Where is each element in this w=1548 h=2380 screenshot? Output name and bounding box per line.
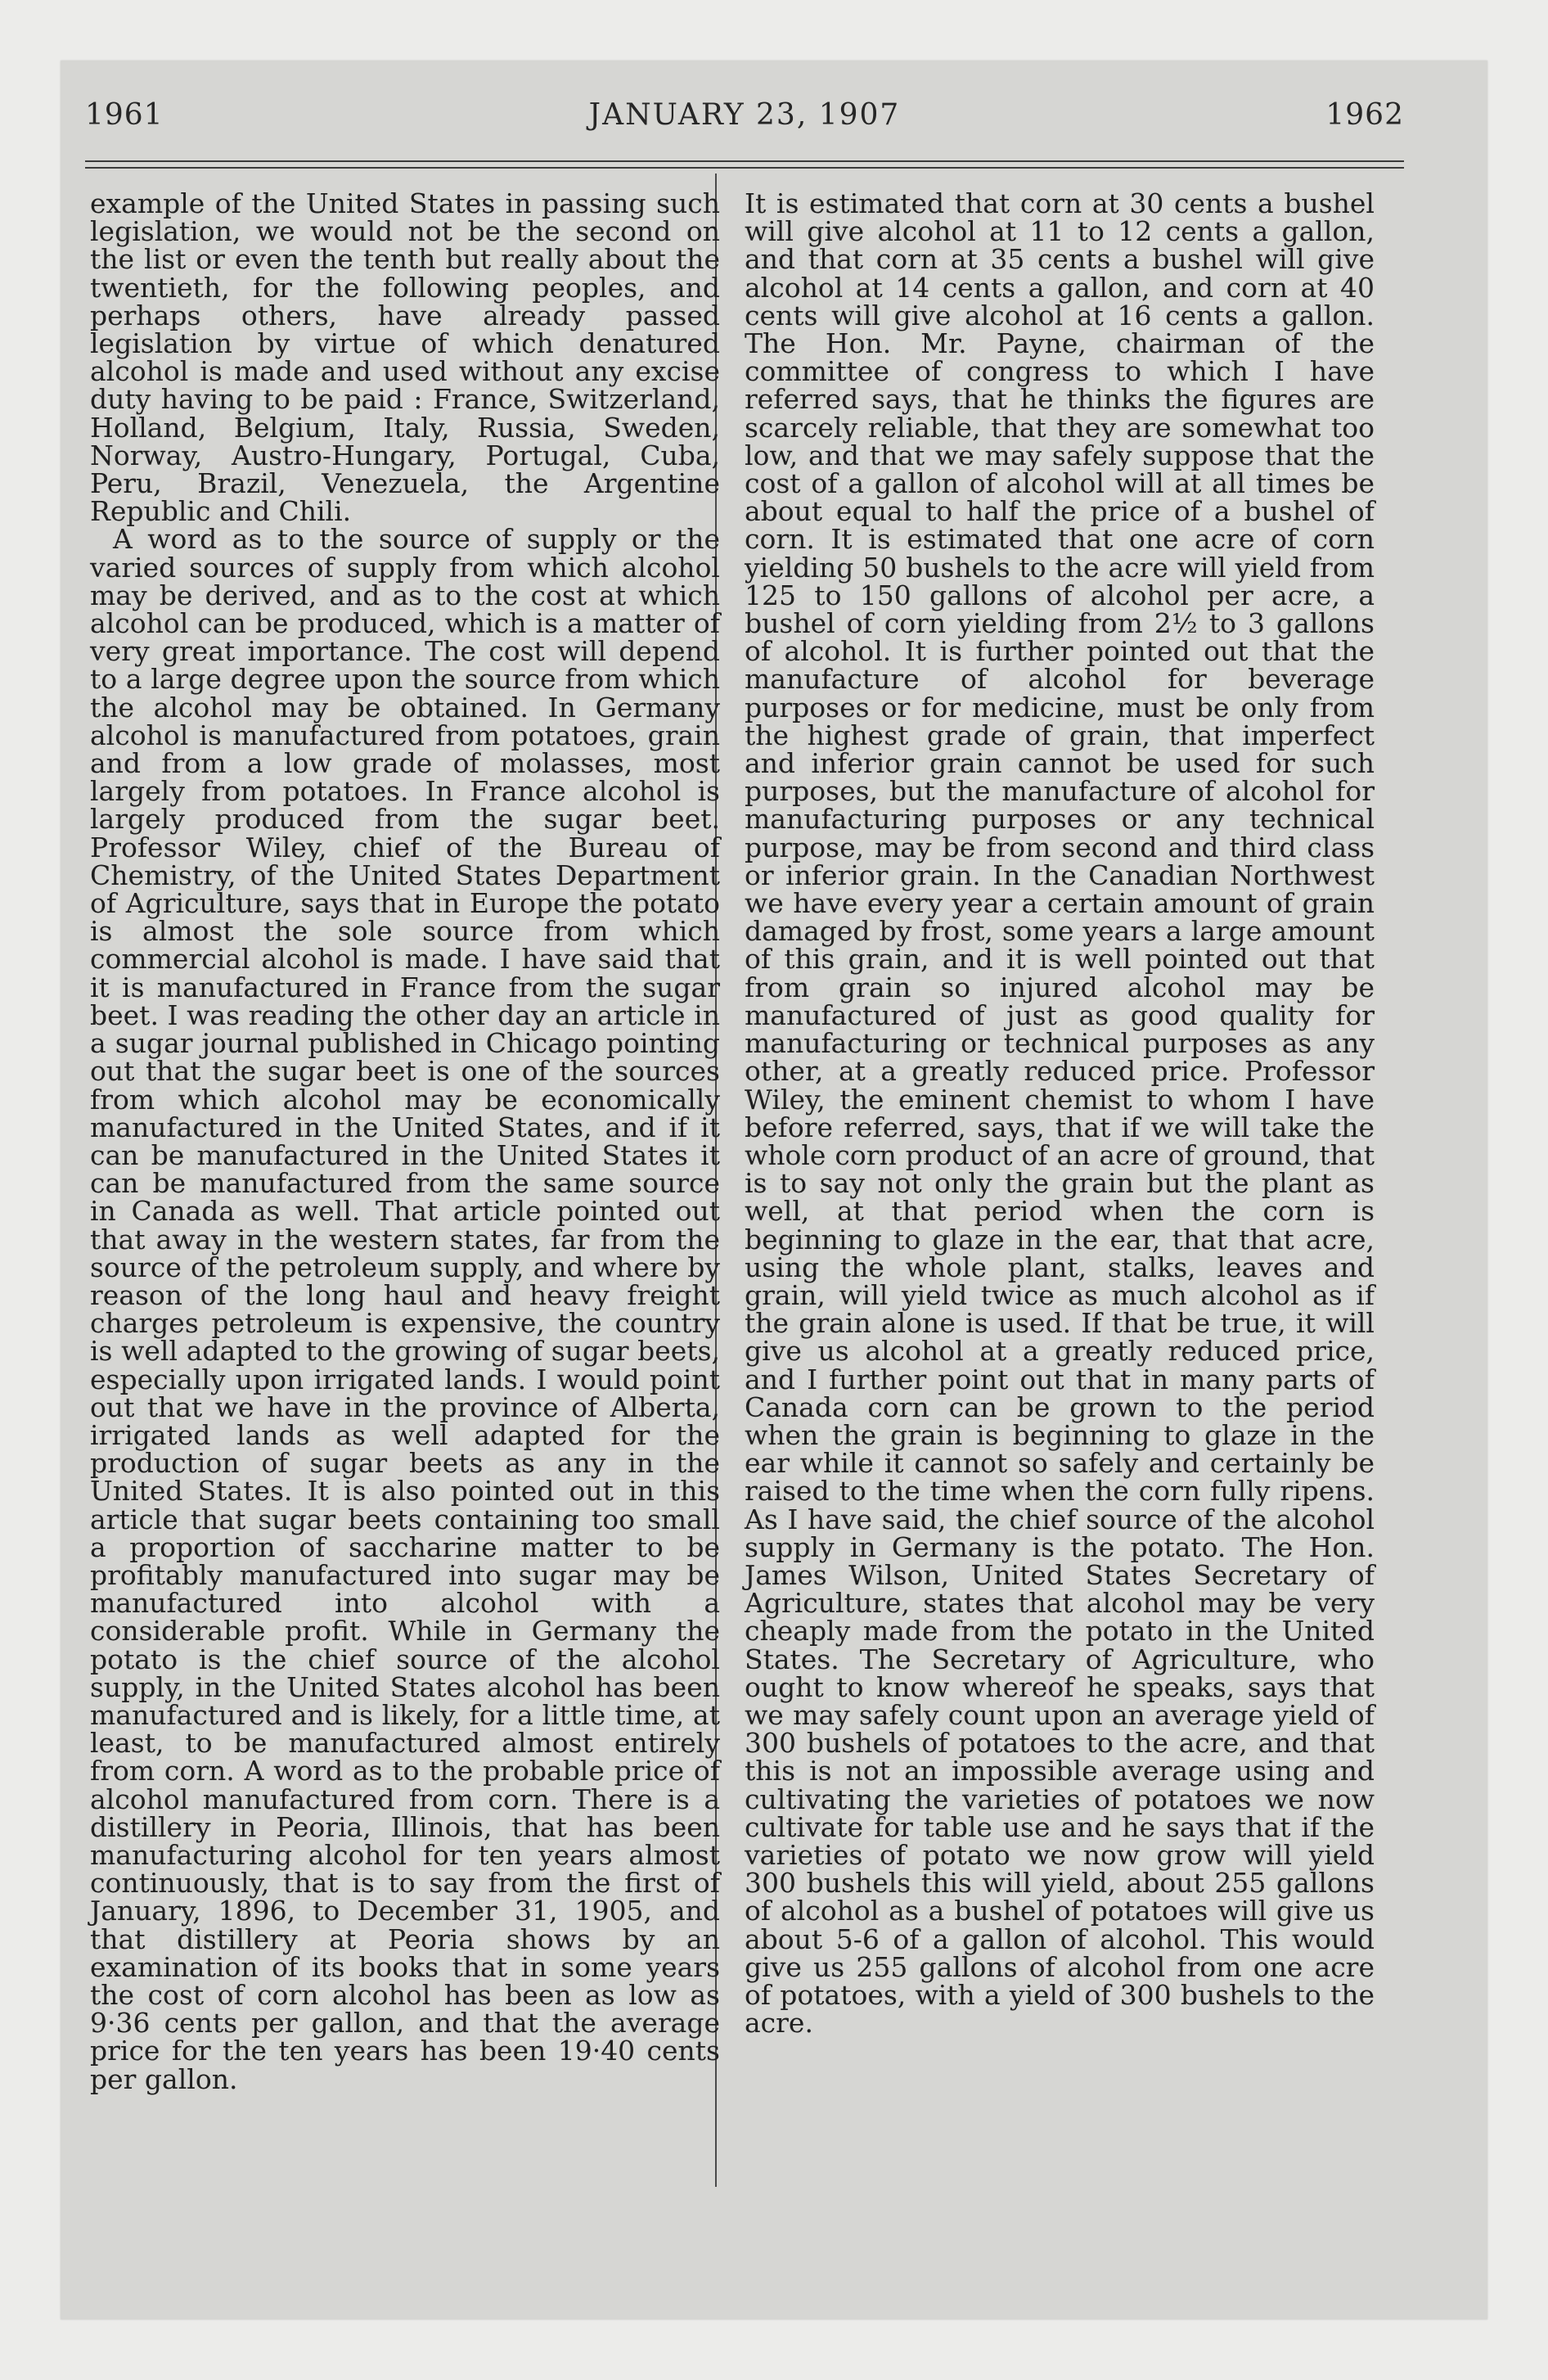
left-column: [90, 187, 720, 2095]
header-rule-bottom: [85, 167, 1404, 169]
page-number-right: 1962: [1325, 98, 1404, 132]
left-paragraph-1: example of the United States in passing such legislation, we would not be the second on the list or even the tenth but really about the twentieth, for the following peoples, and perhaps others, have already passed legislation by virtue of which denatured alcohol is made and used without any excise duty having to be paid : France, Switzerland, Holland, Belgium, Italy, Russia, Sweden, Norway, Austro-Hungary, Portugal, Cuba, Peru, Brazil, Venezuela, the Argentine Republic and Chili.: [90, 187, 720, 528]
right-column: [745, 187, 1375, 2040]
right-paragraph-1: It is estimated that corn at 30 cents a bushel will give alcohol at 11 to 12 cents a gallon, and that corn at 35 cents a bushel will give alcohol at 14 cents a gallon, and corn at 40 cents will give alcohol at 16 cents a gallon. The Hon. Mr. Payne, chairman of the committee of congress to which I have referred says, that he thinks the figures are scarcely reliable, that they are somewhat too low, and that we may safely suppose that the cost of a gallon of alcohol will at all times be about equal to half the price of a bushel of corn. It is estimated that one acre of corn yielding 50 bushels to the acre will yield from 125 to 150 gallons of alcohol per acre, a bushel of corn yielding from 2½ to 3 gallons of alcohol. It is further pointed out that the manufacture of alcohol for beverage purposes or for medicine, must be only from the highest grade of grain, that imperfect and inferior grain cannot be used for such purposes, but the manufacture of alcohol for manufacturing purposes or any technical purpose, may be from second and third class or inferior grain. In the Canadian Northwest we have every year a certain amount of grain damaged by frost, some years a large amount of this grain, and it is well pointed out that from grain so injured alcohol may be manufactured of just as good quality for manufacturing or technical purposes as any other, at a greatly reduced price. Professor Wiley, the eminent chemist to whom I have before referred, says, that if we will take the whole corn product of an acre of ground, that is to say not only the grain but the plant as well, at that period when the corn is beginning to glaze in the ear, that that acre, using the whole plant, stalks, leaves and grain, will yield twice as much alcohol as if the grain alone is used. If that be true, it will give us alcohol at a greatly reduced price, and I further point out that in many parts of Canada corn can be grown to the period when the grain is beginning to glaze in the ear while it cannot so safely and certainly be raised to the time when the corn fully ripens. As I have said, the chief source of the alcohol supply in Germany is the potato. The Hon. James Wilson, United States Secretary of Agriculture, states that alcohol may be very cheaply made from the potato in the United States. The Secretary of Agriculture, who ought to know whereof he speaks, says that we may safely count upon an average yield of 300 bushels of potatoes to the acre, and that this is not an impossible average using and cultivating the varieties of potatoes we now cultivate for table use and he says that if the varieties of potato we now grow will yield 300 bushels this will yield, about 255 gallons of alcohol as a bushel of potatoes will give us about 5-6 of a gallon of alcohol. This would give us 255 gallons of alcohol from one acre of potatoes, with a yield of 300 bushels to the acre.: [745, 187, 1375, 2040]
header-rule-top: [85, 160, 1404, 162]
page-date-title: JANUARY 23, 1907: [588, 98, 901, 132]
left-paragraph-2: A word as to the source of supply or the varied sources of supply from which alcohol may be derived, and as to the cost at which alcohol can be produced, which is a matter of very great importance. The cost will depend to a large degree upon the source from which the alcohol may be obtained. In Germany alcohol is manufactured from potatoes, grain and from a low grade of molasses, most largely from potatoes. In France alcohol is largely produced from the sugar beet. Professor Wiley, chief of the Bureau of Chemistry, of the United States Department of Agriculture, says that in Europe the potato is almost the sole source from which commercial alcohol is made. I have said that it is manufactured in France from the sugar beet. I was reading the other day an article in a sugar journal published in Chicago pointing out that the sugar beet is one of the sources from which alcohol may be economically manufactured in the United States, and if it can be manufactured in the United States it can be manufactured from the same source in Canada as well. That article pointed out that away in the western states, far from the source of the petroleum supply, and where by reason of the long haul and heavy freight charges petroleum is expensive, the country is well adapted to the growing of sugar beets, especially upon irrigated lands. I would point out that we have in the province of Alberta, irrigated lands as well adapted for the production of sugar beets as any in the United States. It is also pointed out in this article that sugar beets containing too small a proportion of saccharine matter to be profitably manufactured into sugar may be manufactured into alcohol with a considerable profit. While in Germany the potato is the chief source of the alcohol supply, in the United States alcohol has been manufactured and is likely, for a little time, at least, to be manufactured almost entirely from corn. A word as to the probable price of alcohol manufactured from corn. There is a distillery in Peoria, Illinois, that has been manufacturing alcohol for ten years almost continuously, that is to say from the first of January, 1896, to December 31, 1905, and that distillery at Peoria shows by an examination of its books that in some years the cost of corn alcohol has been as low as 9·36 cents per gallon, and that the average price for the ten years has been 19·40 cents per gallon.: [90, 523, 720, 2095]
page-header: [85, 98, 1404, 156]
page-number-left: 1961: [85, 98, 164, 132]
